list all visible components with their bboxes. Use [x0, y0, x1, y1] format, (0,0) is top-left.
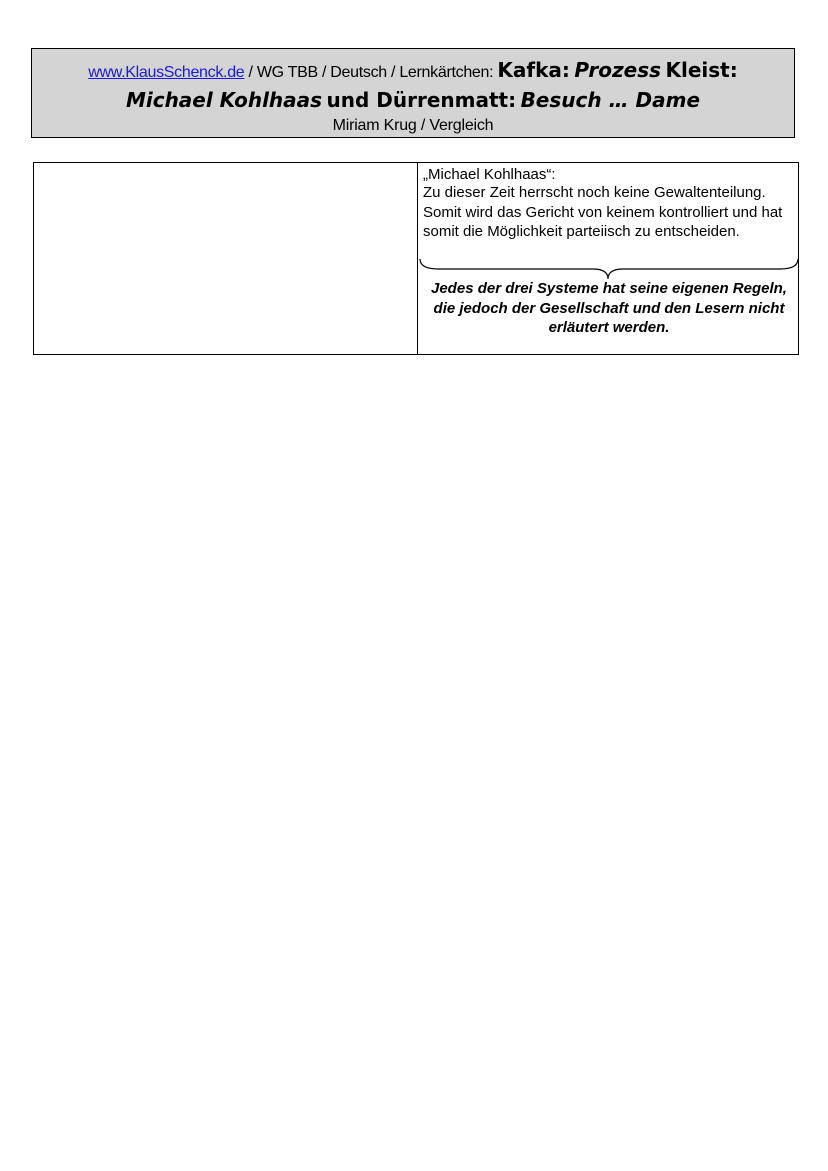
title-duerrenmatt: und Dürrenmatt: — [326, 88, 517, 112]
conclusion-text: Jedes der drei Systeme hat seine eigenen Regeln, die jedoch der Gesellschaft und den Lesern nicht erläutert werden. — [431, 280, 787, 336]
header-line-3 — [32, 116, 794, 136]
header-line-2 — [32, 86, 794, 117]
title-kohlhaas: Michael Kohlhaas — [125, 88, 323, 112]
cell-body-text: Zu dieser Zeit herrscht noch keine Gewaltenteilung. Somit wird das Gericht von keinem kontrolliert und hat somit die Möglichkeit parteiisch zu entscheiden. — [423, 184, 783, 240]
title-besuch: Besuch … Dame — [520, 88, 701, 112]
table-cell-right — [418, 163, 798, 354]
title-prozess: Prozess — [574, 58, 662, 82]
site-link[interactable]: www.KlausSchenck.de — [88, 64, 245, 81]
breadcrumb: / WG TBB / Deutsch / Lernkärtchen: — [244, 64, 498, 81]
table-cell-left — [34, 163, 417, 354]
page-header — [31, 48, 795, 138]
author-line: Miriam Krug / Vergleich — [332, 117, 494, 134]
title-kafka: Kafka: — [497, 58, 570, 82]
comparison-table — [33, 162, 799, 355]
cell-title: „Michael Kohlhaas“: — [423, 166, 556, 183]
header-line-1 — [32, 57, 794, 86]
title-kleist: Kleist: — [665, 58, 738, 82]
